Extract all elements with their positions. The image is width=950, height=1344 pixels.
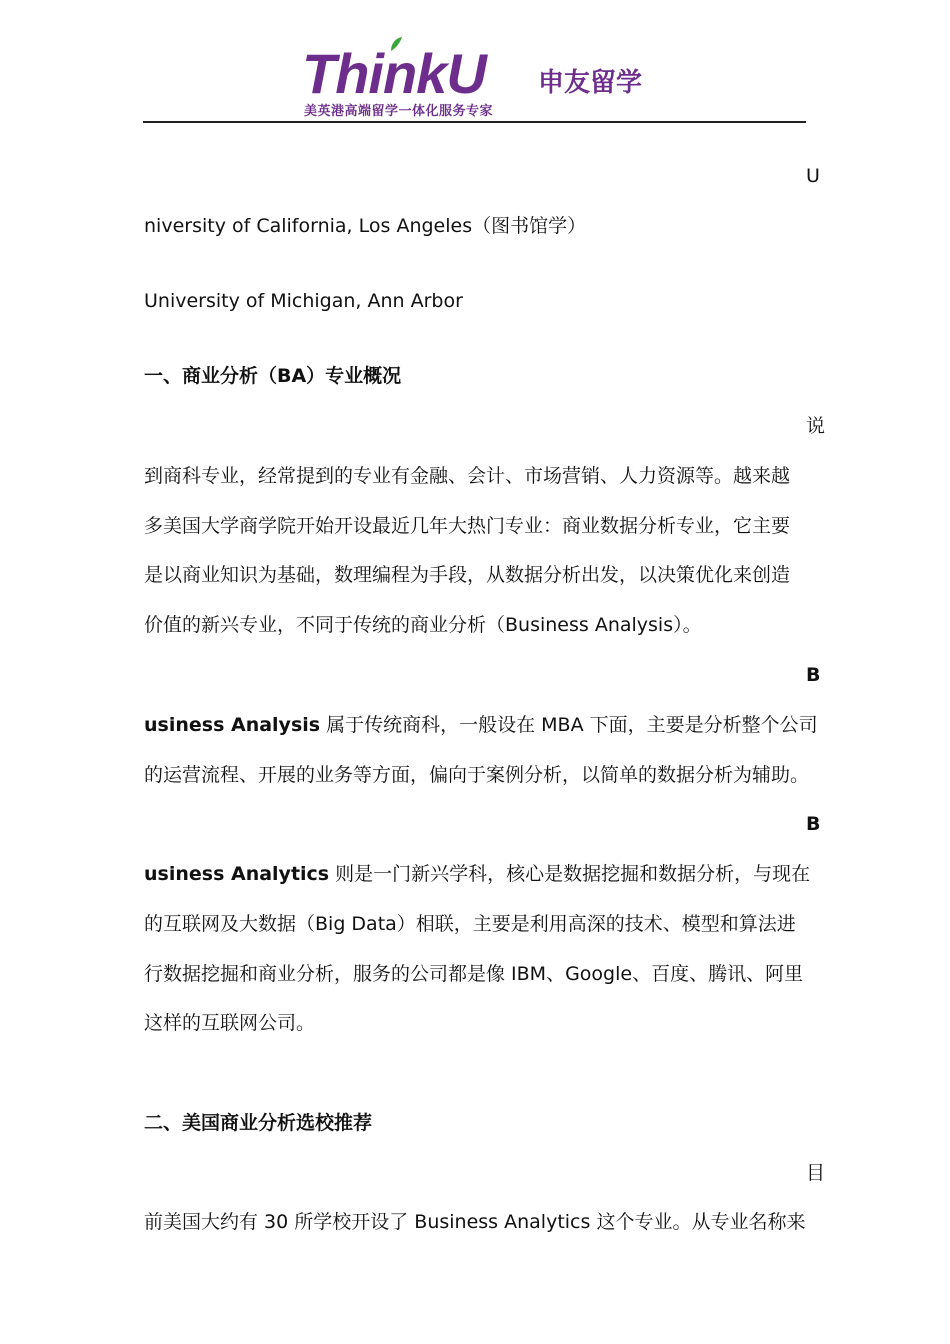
paragraph-line: 价值的新兴专业，不同于传统的商业分析（Business Analysis）。 bbox=[144, 614, 702, 636]
section-heading: 一、商业分析（BA）专业概况 bbox=[144, 365, 402, 387]
paragraph-line: niversity of California, Los Angeles（图书馆学） bbox=[144, 215, 587, 237]
paragraph-line: University of Michigan, Ann Arbor bbox=[144, 290, 463, 312]
paragraph-line: 前美国大约有 30 所学校开设了 Business Analytics 这个专业。从专业名称来 bbox=[144, 1211, 806, 1233]
paragraph-first-letter: U bbox=[806, 165, 820, 187]
logo-slogan: 美英港高端留学一体化服务专家 bbox=[304, 104, 494, 119]
paragraph-line: 的运营流程、开展的业务等方面，偏向于案例分析，以简单的数据分析为辅助。 bbox=[144, 764, 810, 786]
logo-chinese-name: 申友留学 bbox=[538, 68, 643, 98]
section-heading: 二、美国商业分析选校推荐 bbox=[144, 1112, 373, 1134]
paragraph-first-letter: 说 bbox=[806, 415, 826, 437]
paragraph-line: 的互联网及大数据（Big Data）相联，主要是利用高深的技术、模型和算法进 bbox=[144, 913, 796, 935]
paragraph-line bbox=[144, 861, 810, 887]
paragraph-text: 属于传统商科，一般设在 MBA 下面，主要是分析整个公司 bbox=[320, 714, 818, 736]
header-divider bbox=[143, 121, 806, 123]
term-bold: usiness Analytics bbox=[144, 863, 330, 885]
paragraph-line bbox=[144, 712, 818, 738]
paragraph-line: 多美国大学商学院开始开设最近几年大热门专业：商业数据分析专业，它主要 bbox=[144, 515, 791, 537]
page-header bbox=[0, 0, 950, 125]
paragraph-line: 行数据挖掘和商业分析，服务的公司都是像 IBM、Google、百度、腾讯、阿里 bbox=[144, 963, 804, 985]
paragraph-first-letter: B bbox=[806, 813, 821, 835]
paragraph-line: 是以商业知识为基础，数理编程为手段，从数据分析出发，以决策优化来创造 bbox=[144, 564, 791, 586]
paragraph-text: 则是一门新兴学科，核心是数据挖掘和数据分析，与现在 bbox=[329, 863, 811, 885]
paragraph-line: 到商科专业，经常提到的专业有金融、会计、市场营销、人力资源等。越来越 bbox=[144, 465, 791, 487]
logo-wordmark: ThinkU bbox=[302, 42, 486, 105]
paragraph-line: 这样的互联网公司。 bbox=[144, 1012, 316, 1034]
paragraph-first-letter: B bbox=[806, 664, 821, 686]
term-bold: usiness Analysis bbox=[144, 714, 321, 736]
paragraph-first-letter: 目 bbox=[806, 1162, 826, 1184]
leaf-icon bbox=[388, 36, 404, 52]
